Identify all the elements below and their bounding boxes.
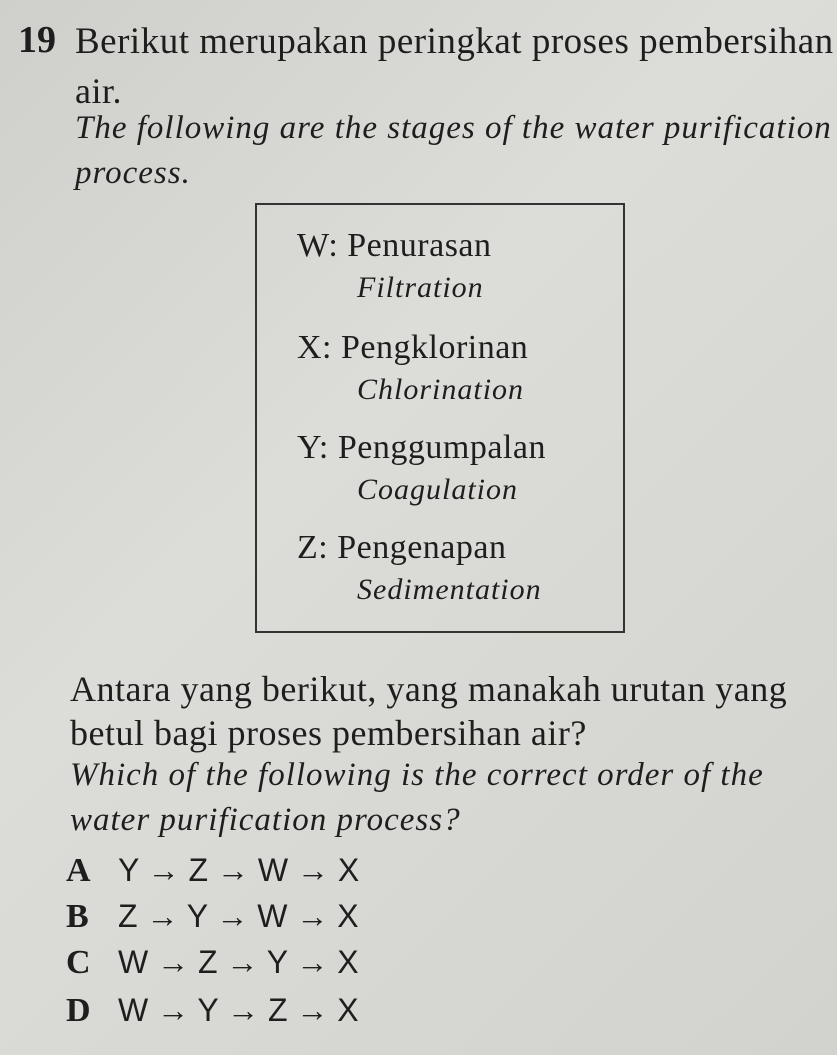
stage-label: X: Pengklorinan [297, 329, 529, 366]
stage-english: Sedimentation [357, 573, 542, 606]
intro-ms-line2: air. [75, 71, 122, 111]
option-letter: A [66, 852, 91, 889]
stage-y [297, 429, 546, 507]
option-c[interactable] [66, 944, 359, 982]
option-letter: C [66, 944, 91, 981]
prompt-en-line1: Which of the following is the correct order of the [70, 757, 764, 793]
intro-en-line2: process. [75, 155, 191, 191]
prompt-ms-line2: betul bagi proses pembersihan air? [70, 713, 587, 753]
option-sequence: Z → Y → W → X [118, 898, 359, 934]
intro-en-line1: The following are the stages of the water purification [75, 110, 832, 146]
option-sequence: Y → Z → W → X [118, 852, 360, 888]
stage-english: Chlorination [357, 373, 525, 406]
stage-english: Coagulation [357, 473, 519, 506]
option-letter: B [66, 898, 89, 935]
option-sequence: W → Y → Z → X [118, 992, 359, 1028]
intro-ms-line1: Berikut merupakan peringkat proses pembersihan [75, 21, 834, 62]
option-sequence: W → Z → Y → X [118, 944, 359, 980]
stage-z [297, 529, 542, 607]
stage-w [297, 227, 492, 305]
prompt-en-line2: water purification process? [70, 802, 461, 838]
option-b[interactable] [66, 898, 359, 936]
option-letter: D [66, 992, 91, 1029]
stage-english: Filtration [357, 271, 484, 304]
stage-x [297, 329, 528, 407]
option-d[interactable] [66, 992, 359, 1030]
stage-label: W: Penurasan [297, 227, 492, 264]
prompt-ms-line1: Antara yang berikut, yang manakah urutan yang [70, 669, 788, 709]
stage-label: Y: Penggumpalan [297, 429, 546, 466]
question-number: 19 [18, 19, 56, 61]
stages-box [255, 203, 625, 633]
stage-label: Z: Pengenapan [297, 529, 507, 566]
option-a[interactable] [66, 852, 359, 890]
